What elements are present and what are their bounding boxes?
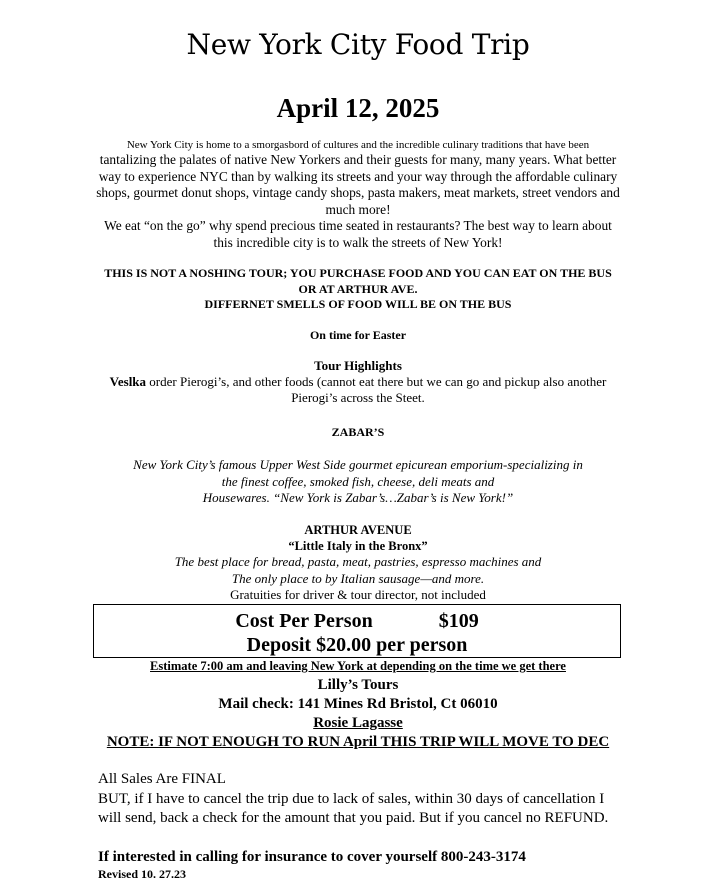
notice-line-2: DIFFERNET SMELLS OF FOOD WILL BE ON THE BUS <box>204 297 512 311</box>
company-name: Lilly’s Tours <box>317 677 399 693</box>
arthur-subheading: “Little Italy in the Bronx” <box>288 538 428 553</box>
zabars-heading: ZABAR’S <box>331 425 385 439</box>
mail-address: Mail check: 141 Mines Rd Bristol, Ct 06010 <box>218 696 498 712</box>
notice-block <box>100 266 616 313</box>
estimate-line: Estimate 7:00 am and leaving New York at depending on the time we get there <box>150 659 566 673</box>
veselka-line <box>96 374 620 406</box>
cost-label: Cost Per Person <box>235 610 373 632</box>
zabars-description <box>96 457 620 507</box>
sales-final: All Sales Are FINAL <box>98 771 226 787</box>
intro-paragraph <box>96 138 620 251</box>
gratuities-note: Gratuities for driver & tour director, not included <box>230 587 486 602</box>
sales-policy <box>98 770 622 829</box>
trip-date: April 12, 2025 <box>276 93 440 123</box>
sales-cancel: BUT, if I have to cancel the trip due to lack of sales, within 30 days of cancellation I will send, back a check for the amount that you paid. But if you cancel no REFUND. <box>98 790 609 826</box>
arthur-line-2: The only place to by Italian sausage—and more. <box>231 570 485 586</box>
highlights-section <box>96 358 620 406</box>
easter-note: On time for Easter <box>309 328 407 342</box>
deposit-line: Deposit $20.00 per person <box>246 634 468 656</box>
move-note: NOTE: IF NOT ENOUGH TO RUN April THIS TRIP WILL MOVE TO DEC <box>106 734 610 750</box>
page-title: New York City Food Trip <box>186 28 530 61</box>
intro-first-line: New York City is home to a smorgasbord of cultures and the incredible culinary traditions that have been <box>126 139 590 151</box>
contact-block <box>96 676 620 752</box>
cost-price: $109 <box>438 610 479 632</box>
zabars-line-1: New York City’s famous Upper West Side gourmet epicurean emporium-specializing in <box>133 457 583 472</box>
veselka-name: Veslka <box>109 374 147 389</box>
intro-eat-line: We eat “on the go” why spend precious time seated in restaurants? The best way to learn about this incredible city is to walk the streets of New York! <box>104 218 612 250</box>
highlights-heading: Tour Highlights <box>314 358 402 373</box>
zabars-line-2: the finest coffee, smoked fish, cheese, deli meats and <box>221 473 495 489</box>
arthur-section <box>96 523 620 603</box>
revised-date: Revised 10. 27.23 <box>98 867 186 881</box>
cost-row <box>94 609 620 633</box>
arthur-heading: ARTHUR AVENUE <box>304 523 412 537</box>
zabars-line-3: Housewares. “New York is Zabar’s…Zabar’s is New York!” <box>202 490 514 505</box>
veselka-text: order Pierogi’s, and other foods (cannot eat there but we can go and pickup also another Pierogi’s across the Steet. <box>146 374 607 405</box>
contact-name: Rosie Lagasse <box>313 715 403 731</box>
notice-line-1: THIS IS NOT A NOSHING TOUR; YOU PURCHASE FOOD AND YOU CAN EAT ON THE BUS OR AT ARTHUR AVE. <box>104 266 612 296</box>
cost-box <box>93 604 621 658</box>
intro-body: tantalizing the palates of native New Yorkers and their guests for many, many years. What better way to experience NYC than by walking its streets and your way through the affordable culinary shops, gourmet donut shops, vintage candy shops, pasta makers, meat markets, street vendors and much more! <box>96 152 620 217</box>
insurance-line: If interested in calling for insurance to cover yourself 800-243-3174 <box>98 849 526 865</box>
arthur-line-1: The best place for bread, pasta, meat, pastries, espresso machines and <box>174 554 542 569</box>
